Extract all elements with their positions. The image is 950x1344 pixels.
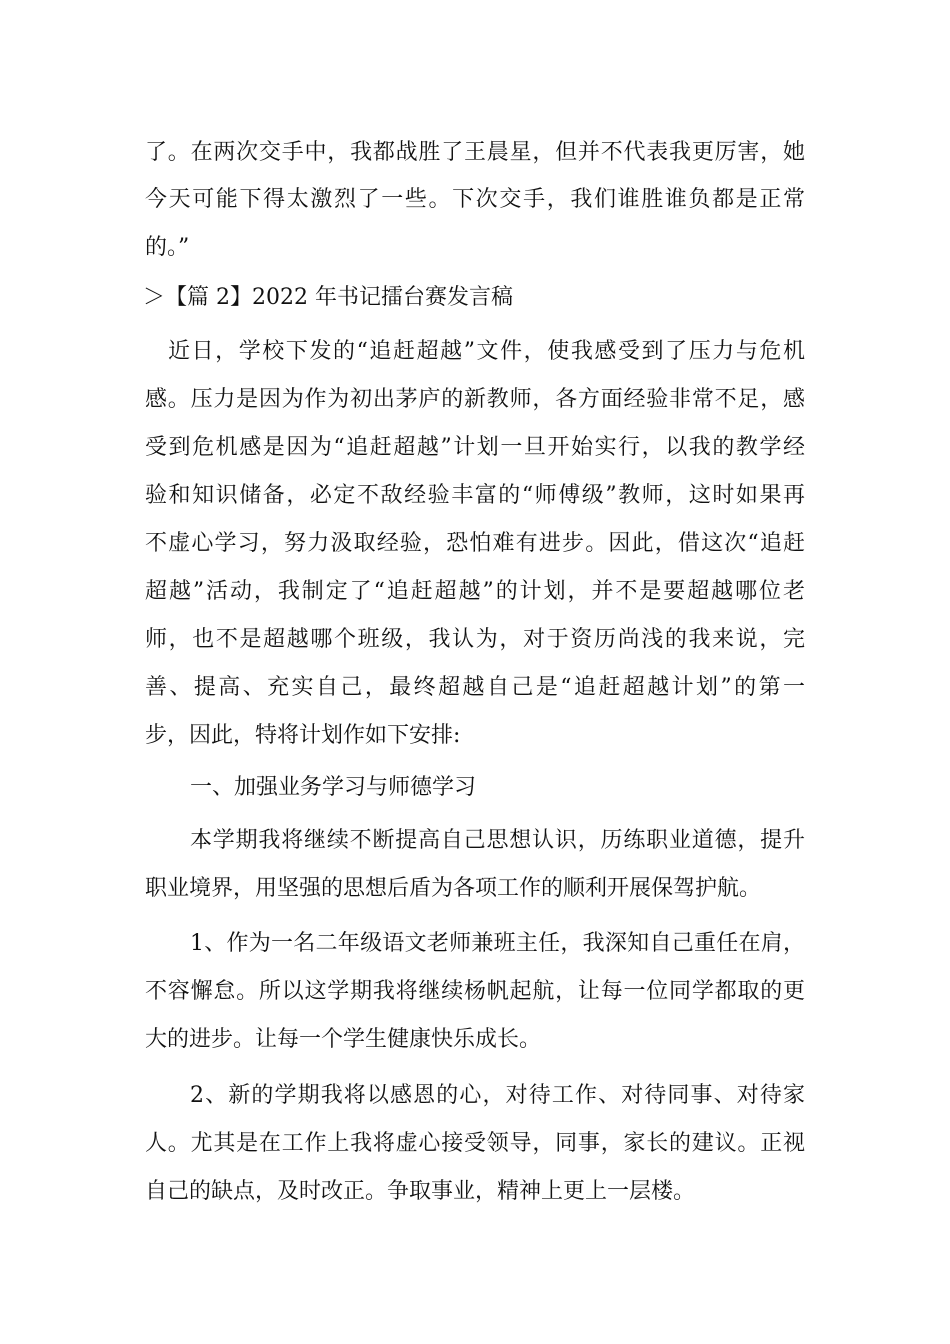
intro-line-1: 了。在两次交手中，我都战胜了王晨星，但并不代表我更厉害，她 <box>145 140 805 165</box>
paragraph-1-line-7: 师，也不是超越哪个班级，我认为，对于资历尚浅的我来说，完 <box>145 627 805 652</box>
paragraph-1-line-6: 超越”活动，我制定了“追赶超越”的计划，并不是要超越哪位老 <box>145 579 805 604</box>
paragraph-1-line-5: 不虚心学习，努力汲取经验，恐怕难有进步。因此，借这次“追赶 <box>145 531 805 556</box>
paragraph-2-line-2: 职业境界，用坚强的思想后盾为各项工作的顺利开展保驾护航。 <box>145 876 762 901</box>
paragraph-1-line-8: 善、提高、充实自己，最终超越自己是“追赶超越计划”的第一 <box>145 675 805 700</box>
paragraph-3-line-2: 不容懈怠。所以这学期我将继续杨帆起航，让每一位同学都取的更 <box>145 979 805 1004</box>
paragraph-3-line-3: 大的进步。让每一个学生健康快乐成长。 <box>145 1027 542 1052</box>
paragraph-1-line-9: 步，因此，特将计划作如下安排: <box>145 723 461 748</box>
paragraph-1-line-2: 感。压力是因为作为初出茅庐的新教师，各方面经验非常不足，感 <box>145 387 805 412</box>
paragraph-4-line-2: 人。尤其是在工作上我将虚心接受领导，同事，家长的建议。正视 <box>145 1131 805 1156</box>
section-heading: ＞【篇 2】2022 年书记擂台赛发言稿 <box>143 285 513 310</box>
paragraph-3-line-1: 1、作为一名二年级语文老师兼班主任，我深知自己重任在肩， <box>190 931 805 956</box>
paragraph-4-line-1: 2、新的学期我将以感恩的心，对待工作、对待同事、对待家 <box>190 1083 805 1108</box>
paragraph-1-line-4: 验和知识储备，必定不敌经验丰富的“师傅级”教师，这时如果再 <box>145 483 805 508</box>
intro-line-2: 今天可能下得太激烈了一些。下次交手，我们谁胜谁负都是正常 <box>145 187 805 212</box>
paragraph-1-line-3: 受到危机感是因为“追赶超越”计划一旦开始实行，以我的教学经 <box>145 435 805 460</box>
paragraph-4-line-3: 自己的缺点，及时改正。争取事业，精神上更上一层楼。 <box>145 1179 696 1204</box>
paragraph-2-line-1: 本学期我将继续不断提高自己思想认识，历练职业道德，提升 <box>190 828 805 853</box>
paragraph-1-line-1: 近日，学校下发的“追赶超越”文件，使我感受到了压力与危机 <box>168 339 805 364</box>
intro-line-3: 的。” <box>145 235 190 260</box>
subheading-1: 一、加强业务学习与师德学习 <box>190 775 477 800</box>
